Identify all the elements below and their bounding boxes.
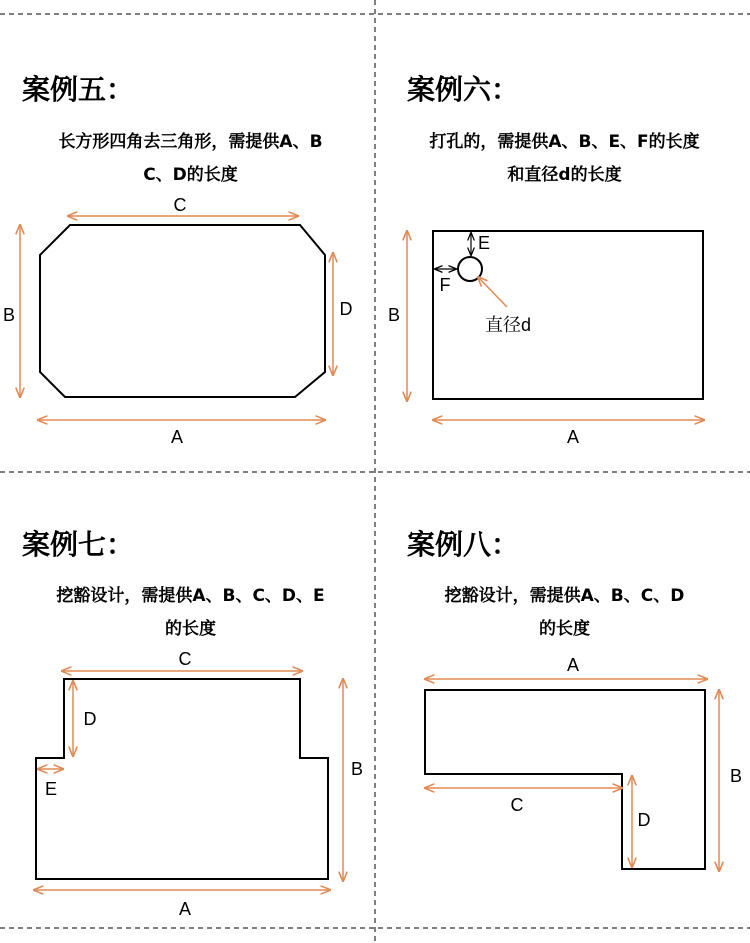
- l-shape: [425, 690, 705, 869]
- panel-desc-case-7-line-2: 的长度: [165, 619, 216, 639]
- label-a: A: [566, 655, 580, 675]
- hole-leader: [478, 277, 507, 307]
- diagram-case-5: [3, 195, 353, 447]
- label-c: C: [510, 795, 524, 815]
- label-e: E: [44, 779, 58, 799]
- label-a: A: [170, 427, 184, 447]
- panel-desc-case-8-line-2: 的长度: [539, 619, 590, 639]
- diagram-case-6: [388, 231, 704, 447]
- panel-desc-case-6-line-1: 打孔的，需提供A、B、E、F的长度: [429, 132, 700, 152]
- label-c: C: [178, 649, 192, 669]
- panel-desc-case-8-line-1: 挖豁设计，需提供A、B、C、D: [444, 586, 685, 606]
- label-b: B: [729, 766, 743, 786]
- diagram-case-8: [425, 655, 742, 871]
- label-b: B: [350, 759, 364, 779]
- panel-title-case-5: 案例五：: [22, 73, 135, 106]
- octagon-shape: [40, 225, 325, 397]
- notched-shape: [36, 679, 328, 879]
- label-b: B: [387, 305, 401, 325]
- label-d: D: [637, 810, 651, 830]
- panel-title-case-8: 案例八：: [407, 528, 520, 561]
- plate-shape: [433, 231, 703, 399]
- panel-desc-case-5-line-2: C、D的长度: [143, 165, 238, 185]
- panel-title-case-7: 案例七：: [22, 528, 135, 561]
- label-c: C: [173, 195, 187, 215]
- label-a: A: [566, 427, 580, 447]
- label-d: D: [83, 709, 97, 729]
- panel-desc-case-5-line-1: 长方形四角去三角形，需提供A、B: [58, 132, 323, 152]
- panel-desc-case-7-line-1: 挖豁设计，需提供A、B、C、D、E: [56, 586, 325, 606]
- panel-title-case-6: 案例六：: [407, 73, 520, 106]
- label-b: B: [2, 305, 16, 325]
- label-f: F: [439, 275, 451, 295]
- diagram-case-7: [34, 649, 363, 919]
- panel-desc-case-6-line-2: 和直径d的长度: [507, 165, 622, 185]
- label-d: D: [339, 299, 353, 319]
- label-e: E: [477, 233, 491, 253]
- label-a: A: [178, 899, 192, 919]
- label-hole-diameter: 直径d: [484, 315, 532, 335]
